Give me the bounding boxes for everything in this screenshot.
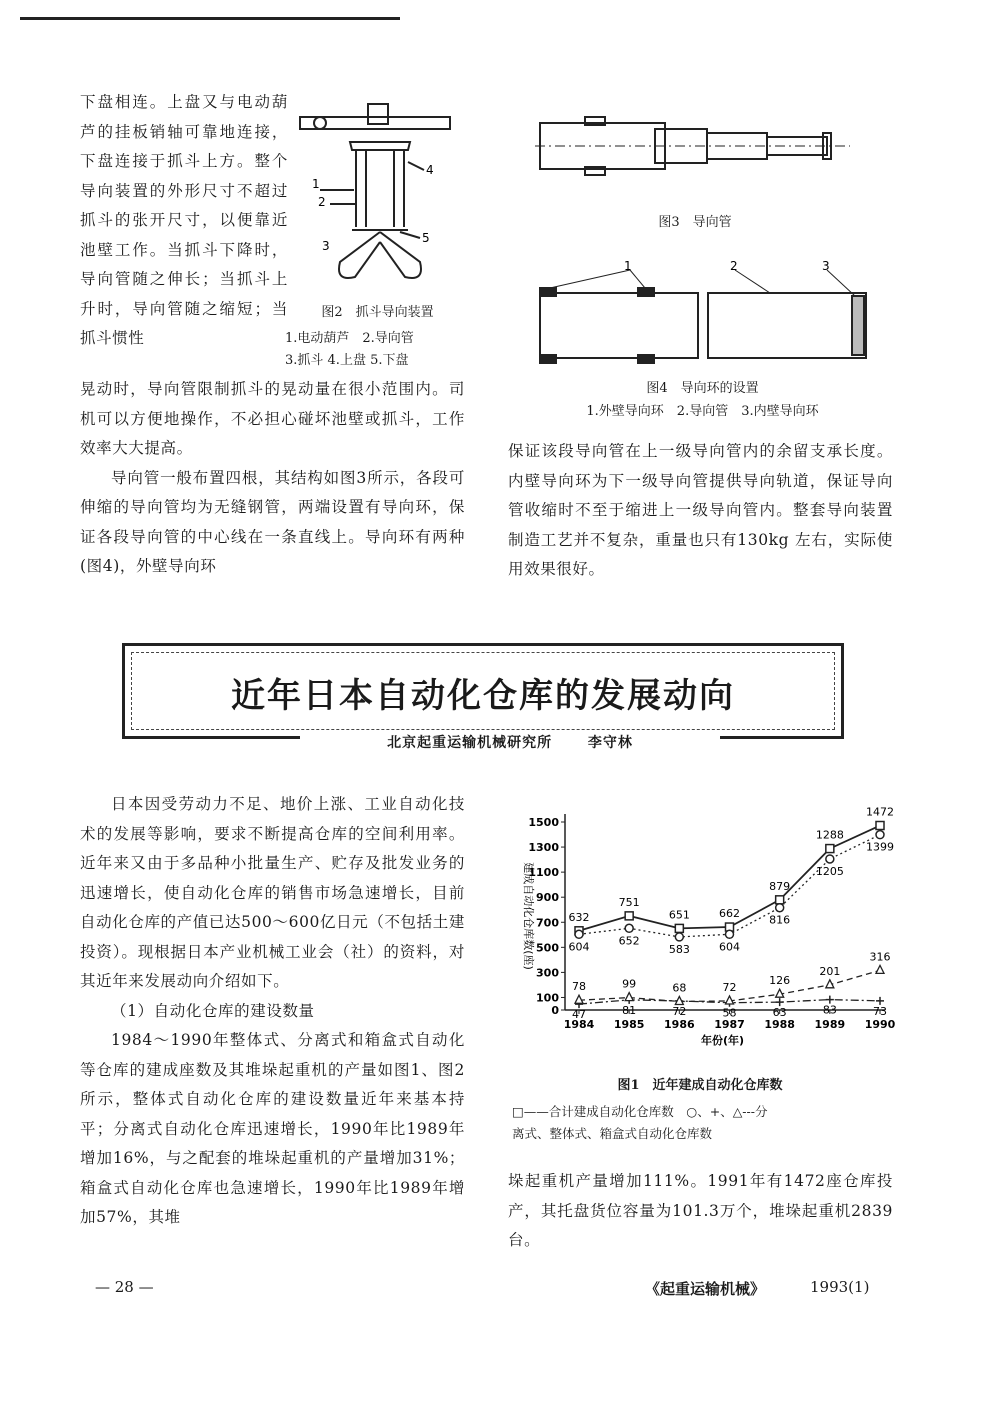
grab-jaw-right [380,232,421,278]
data-label: 201 [819,964,841,978]
data-point [625,912,633,920]
x-axis-label: 年份(年) [700,1034,745,1047]
fig4-label-1: 1 [624,259,632,273]
fig2-label-3: 3 [322,239,330,253]
journal-issue: 1993(1) [810,1278,870,1296]
data-point [675,924,683,932]
data-point [726,930,734,938]
data-label: 58 [722,1006,737,1020]
data-label: 72 [722,980,737,994]
x-tick-label: 1986 [664,1018,695,1031]
data-label: 879 [769,879,791,893]
lower-plate [350,142,410,150]
data-point [876,822,884,830]
y-tick-label: 900 [536,891,559,905]
data-point [625,924,633,932]
figure4-caption: 图4 导向环的设置 [646,381,759,396]
x-tick-label: 1988 [764,1018,795,1031]
data-point [826,996,834,1004]
data-label: 316 [869,950,891,964]
data-point [826,845,834,853]
data-point [675,933,683,941]
figure1-chart [505,800,895,1070]
figure3-drawing [535,95,855,205]
fig2-label-4: 4 [426,163,434,177]
data-label: 73 [873,1004,887,1018]
data-point [625,993,633,1001]
data-label: 583 [668,942,690,956]
paragraph: 导向管一般布置四根，其结构如图3所示，各段可伸缩的导向管均为无缝钢管，两端设置有导向环，保证各段导向管的中心线在一条直线上。导向环有两种(图4)，外壁导向环 [80,468,465,575]
data-point [876,997,884,1005]
fig4-label-3: 3 [822,259,830,273]
article-title: 近年日本自动化仓库的发展动向 [231,676,735,716]
figure2-drawing [290,92,470,302]
figure2-legend-2: 3.抓斗 4.上盘 5.下盘 [285,353,409,368]
paragraph: 晃动时，导向管限制抓斗的晃动量在很小范围内。司机可以方便地操作，不必担心碰坏池壁或抓斗，工作效率大大提高。 [80,380,465,457]
data-point [826,855,834,863]
data-label: 604 [568,940,590,954]
y-tick-label: 1300 [528,841,559,855]
data-label: 72 [672,1004,687,1018]
data-label: 604 [719,940,740,954]
fig2-label-2: 2 [318,195,326,209]
data-label: 1472 [866,805,894,819]
figure3-caption: 图3 导向管 [658,215,732,230]
y-axis-label: 建成自动化仓库数(座) [522,862,535,970]
data-label: 816 [769,913,791,927]
paragraph: 垛起重机产量增加111%。1991年有1472座仓库投产，其托盘货位容量为101.3万个，堆垛起重机2839台。 [508,1172,893,1249]
byline [300,732,720,752]
y-tick-label: 100 [536,991,559,1005]
figure2-legend-1: 1.电动葫芦 2.导向管 [285,331,414,346]
data-label: 632 [568,910,590,924]
data-point [575,995,583,1003]
figure4-legend: 1.外壁导向环 2.导向管 3.内壁导向环 [586,404,819,419]
header-rule [20,17,400,20]
data-label: 68 [672,981,687,995]
y-tick-label: 300 [536,966,559,980]
data-point [575,930,583,938]
data-point [876,831,884,839]
data-label: 751 [618,895,640,909]
figure1-legend-2: 离式、整体式、箱盒式自动化仓库数 [512,1126,713,1141]
data-label: 126 [769,974,791,988]
top-left-text-wide [80,375,465,582]
data-label: 662 [719,907,740,921]
y-tick-label: 1500 [528,816,559,829]
hoist-pin [314,117,326,129]
data-label: 1205 [815,864,844,878]
figure2-caption: 图2 抓斗导向装置 [321,305,434,320]
bottom-left-text [80,790,465,1233]
paragraph: 1984～1990年整体式、分离式和箱盒式自动化等仓库的建成座数及其堆垛起重机的产量如图1、图2所示，整体式自动化仓库的建设数量近年来基本持平；分离式自动化仓库迅速增长，1990年比1989年增加16%，与之配套的堆垛起重机的产量增加31%；箱盒式自动化仓库也急速增长，1990年比1989年增加57%，其堆 [80,1031,465,1226]
author-name: 李守林 [587,735,633,751]
x-tick-label: 1990 [864,1018,895,1031]
hoist-hook [368,104,388,124]
journal-name: 《起重运输机械》 [645,1280,766,1298]
y-tick-label: 500 [536,941,559,955]
data-label: 78 [572,980,586,994]
data-point [776,904,784,912]
data-label: 651 [668,908,690,922]
y-tick-label: 0 [551,1004,559,1017]
x-tick-label: 1984 [563,1018,595,1031]
x-tick-label: 1987 [714,1018,745,1031]
fig2-label-5: 5 [422,231,430,245]
top-left-text-narrow [80,88,288,354]
data-point [776,998,784,1006]
series-line [579,835,880,937]
data-label: 81 [622,1003,637,1017]
x-tick-label: 1989 [814,1018,846,1031]
paragraph: 保证该段导向管在上一级导向管内的余留支承长度。内壁导向环为下一级导向管提供导向轨道，保证导向管收缩时不至于缩进上一级导向管内。整套导向装置制造工艺并不复杂，重量也只有130kg 左右，实际使用效果很好。 [508,442,893,578]
y-tick-label: 1100 [528,866,559,880]
y-tick-label: 700 [536,916,559,930]
data-point [876,965,884,973]
grab-jaw-left [339,232,380,278]
paragraph: 日本因受劳动力不足、地价上涨、工业自动化技术的发展等影响，要求不断提高仓库的空间利用率。近年来又由于多品种小批量生产、贮存及批发业务的迅速增长，使自动化仓库的销售市场急速增长，目前自动化仓库的产值已达500～600亿日元（不包括土建投资）。现根据日本产业机械工业会（社）的资料，对其近年来发展动向介绍如下。 [80,795,465,990]
figure4-drawing [530,258,875,368]
fig4-label-2: 2 [730,259,738,273]
data-point [776,896,784,904]
figure1-legend-1: □——合计建成自动化仓库数 ○、+、△---分 [512,1104,768,1119]
data-label: 1399 [866,840,894,854]
figure1-caption: 图1 近年建成自动化仓库数 [617,1078,783,1093]
page-number: — 28 — [95,1278,154,1296]
top-right-text [508,437,893,585]
data-label: 63 [772,1006,787,1020]
data-label: 652 [618,934,640,948]
data-label: 83 [822,1003,837,1017]
data-label: 1288 [815,828,844,842]
author-affiliation: 北京起重运输机械研究所 [387,735,553,751]
fig2-label-1: 1 [312,177,320,191]
bottom-right-text [508,1167,893,1256]
section-heading: （1）自动化仓库的建设数量 [111,1001,315,1020]
x-tick-label: 1985 [613,1018,645,1031]
data-label: 47 [572,1008,586,1022]
data-label: 99 [622,977,637,991]
paragraph: 下盘相连。上盘又与电动葫芦的挂板销轴可靠地连接，下盘连接于抓斗上方。整个导向装置的外形尺寸不超过抓斗的张开尺寸，以便靠近池壁工作。当抓斗下降时，导向管随之伸长；当抓斗上升时，导向管随之缩短；当抓斗惯性 [80,93,288,347]
